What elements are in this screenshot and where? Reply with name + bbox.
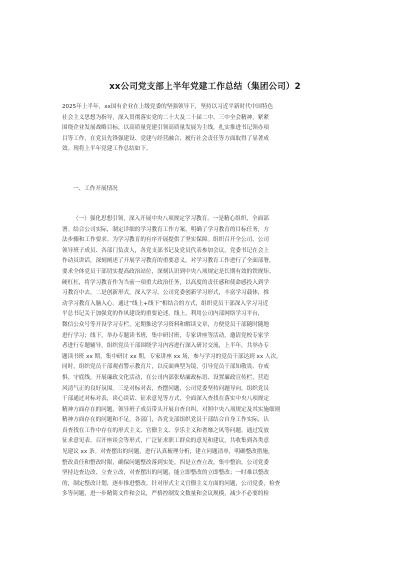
text-line: 风清气正的良好氛围。三是对标对表，查摆问题，公司党委坚持问题导向，组织党员 [62,385,269,392]
text-line: 见建议 xx 条。对查摆出的问题，进行认真梳理分析，建立问题清单，明确整改措施， [62,449,274,456]
text-line: 署。结合公司实际，制定详细的学习教育工作方案，明确了学习教育的目标任务，方 [62,226,269,233]
intro-paragraph [62,102,350,155]
text-line: 要求全体党员干部切实提高政治站位，深刻认识到中央八项规定是长期有效的铁规矩、 [62,268,275,275]
text-line: 惧、守底线。开展廉政文化活动，在公司内部张贴廉政标语、设置廉政宣传栏，营造 [62,374,269,381]
document-title: xx公司党支部上半年党建工作总结（集团公司）2 [109,82,301,92]
text-line: 征求意见表、召开座谈会等形式，广泛征求职工群众的意见和建议，共收集到各类意 [62,438,269,445]
text-line: 法步骤和工作要求。为学习教育的有序开展提供了坚实保障。组织召开全公司，公司 [62,237,269,244]
text-line: 硬杠杠，将学习教育作为当前一项重大政治任务，以高度的责任感和使命感投入到学 [62,279,269,286]
text-line: 2025年上半年，xx国有企业在上级党委的坚强领导下，坚持以习近平新时代中国特色 [62,104,274,110]
text-line: 效。现将上半年党建工作总结如下。 [62,146,152,153]
text-line: 精神方面存在的问题，领导班子成员带头开展自查自纠，对照中央八项规定及其实施细则 [62,406,281,413]
text-line: 整改责任和整改时限，确保问题整改落到实处。四是立查立改，集中整治，公司党委 [62,459,269,466]
text-line: 目等工作，在党员先锋强建设、党建与经营融合、履行社会责任等方面取得了显著成 [62,135,269,142]
text-line: 动学习教育入脑入心。通过“线上+线下”相结合的方式，组织党员干部深入学习习近 [62,300,269,307]
text-line: 领导班子成员、各部门负责人，各党支部书记及党员代表参加会议。党委书记在会上 [62,247,269,254]
text-line: 围绕企业发展战略目标，以高质量党建引领高质量发展为主线，扎实推进书记领办项 [62,125,269,132]
text-line: 同时，组织党员干部观看警示教育片，以反面典型为镜，引导党员干部知敬畏、存戒 [62,364,269,371]
text-line: 真查找在工作中存在的形式主义、官僚主义、享乐主义和奢靡之风等问题。通过发放 [62,427,269,434]
text-line: 精神方面存在的问题和不足。各部门，各党支部组织党员干部结合自身工作实际，认 [62,417,269,424]
text-line: 坚持边查边改、立查立改，对查摆出的问题，能立即整改的立即整改；一时难以整改 [62,470,269,477]
text-line: 习教育中去。二是创新形式，深入学习，公司党委创新学习形式，丰富学习载体，推 [62,290,269,297]
text-line: 多等问题，进一步精简文件和会议，严格控制发文数量和会议规模，减少不必要的检 [62,491,269,498]
text-line: 作动员讲话，深刻阐述了开展学习教育的重要意义，对学习教育工作进行了全面部署， [62,258,275,265]
text-line: 者进行专题辅导，组织党员干部围绕学习内容进行深入研讨交流，上半年，共举办专 [62,343,269,350]
text-line: 平总书记关于加强党的作风建设的重要论述，线上，利用公司内部网络学习平台， [62,311,264,318]
text-line: 题读书班 xx 期，集中研讨 xx 期，专家讲座 xx 场，参与学习的党员干部达到 xx 人次。 [62,353,282,360]
body-paragraph [62,214,350,500]
section-heading: 一、工作开展情况 [73,186,118,192]
text-line: （一）强化思想引领，深入开展中央八项规定学习教育。一是精心组织，全面部 [73,216,269,222]
text-line: 社会主义思想为指导，深入贯彻落实党的二十大及二十届二中、三中全会精神，紧紧 [62,114,269,121]
text-line: 的，制定整改计划，逐步推进整改。针对形式主义官僚主义方面的问题，公司党委，检查 [62,480,281,487]
text-line: 干部通过对标对表，谈心谈话、征求意见等方式，全面深入查找在落实中央八项规定 [62,396,269,403]
text-line: 微信公众号等开设学习专栏，定期推送学习资料和解读文章，方便党员干部随时随地 [62,321,269,328]
text-line: 进行学习；线下，举办专题读书班，集中研讨班，专家讲座等活动，邀请党校专家学 [62,332,269,339]
